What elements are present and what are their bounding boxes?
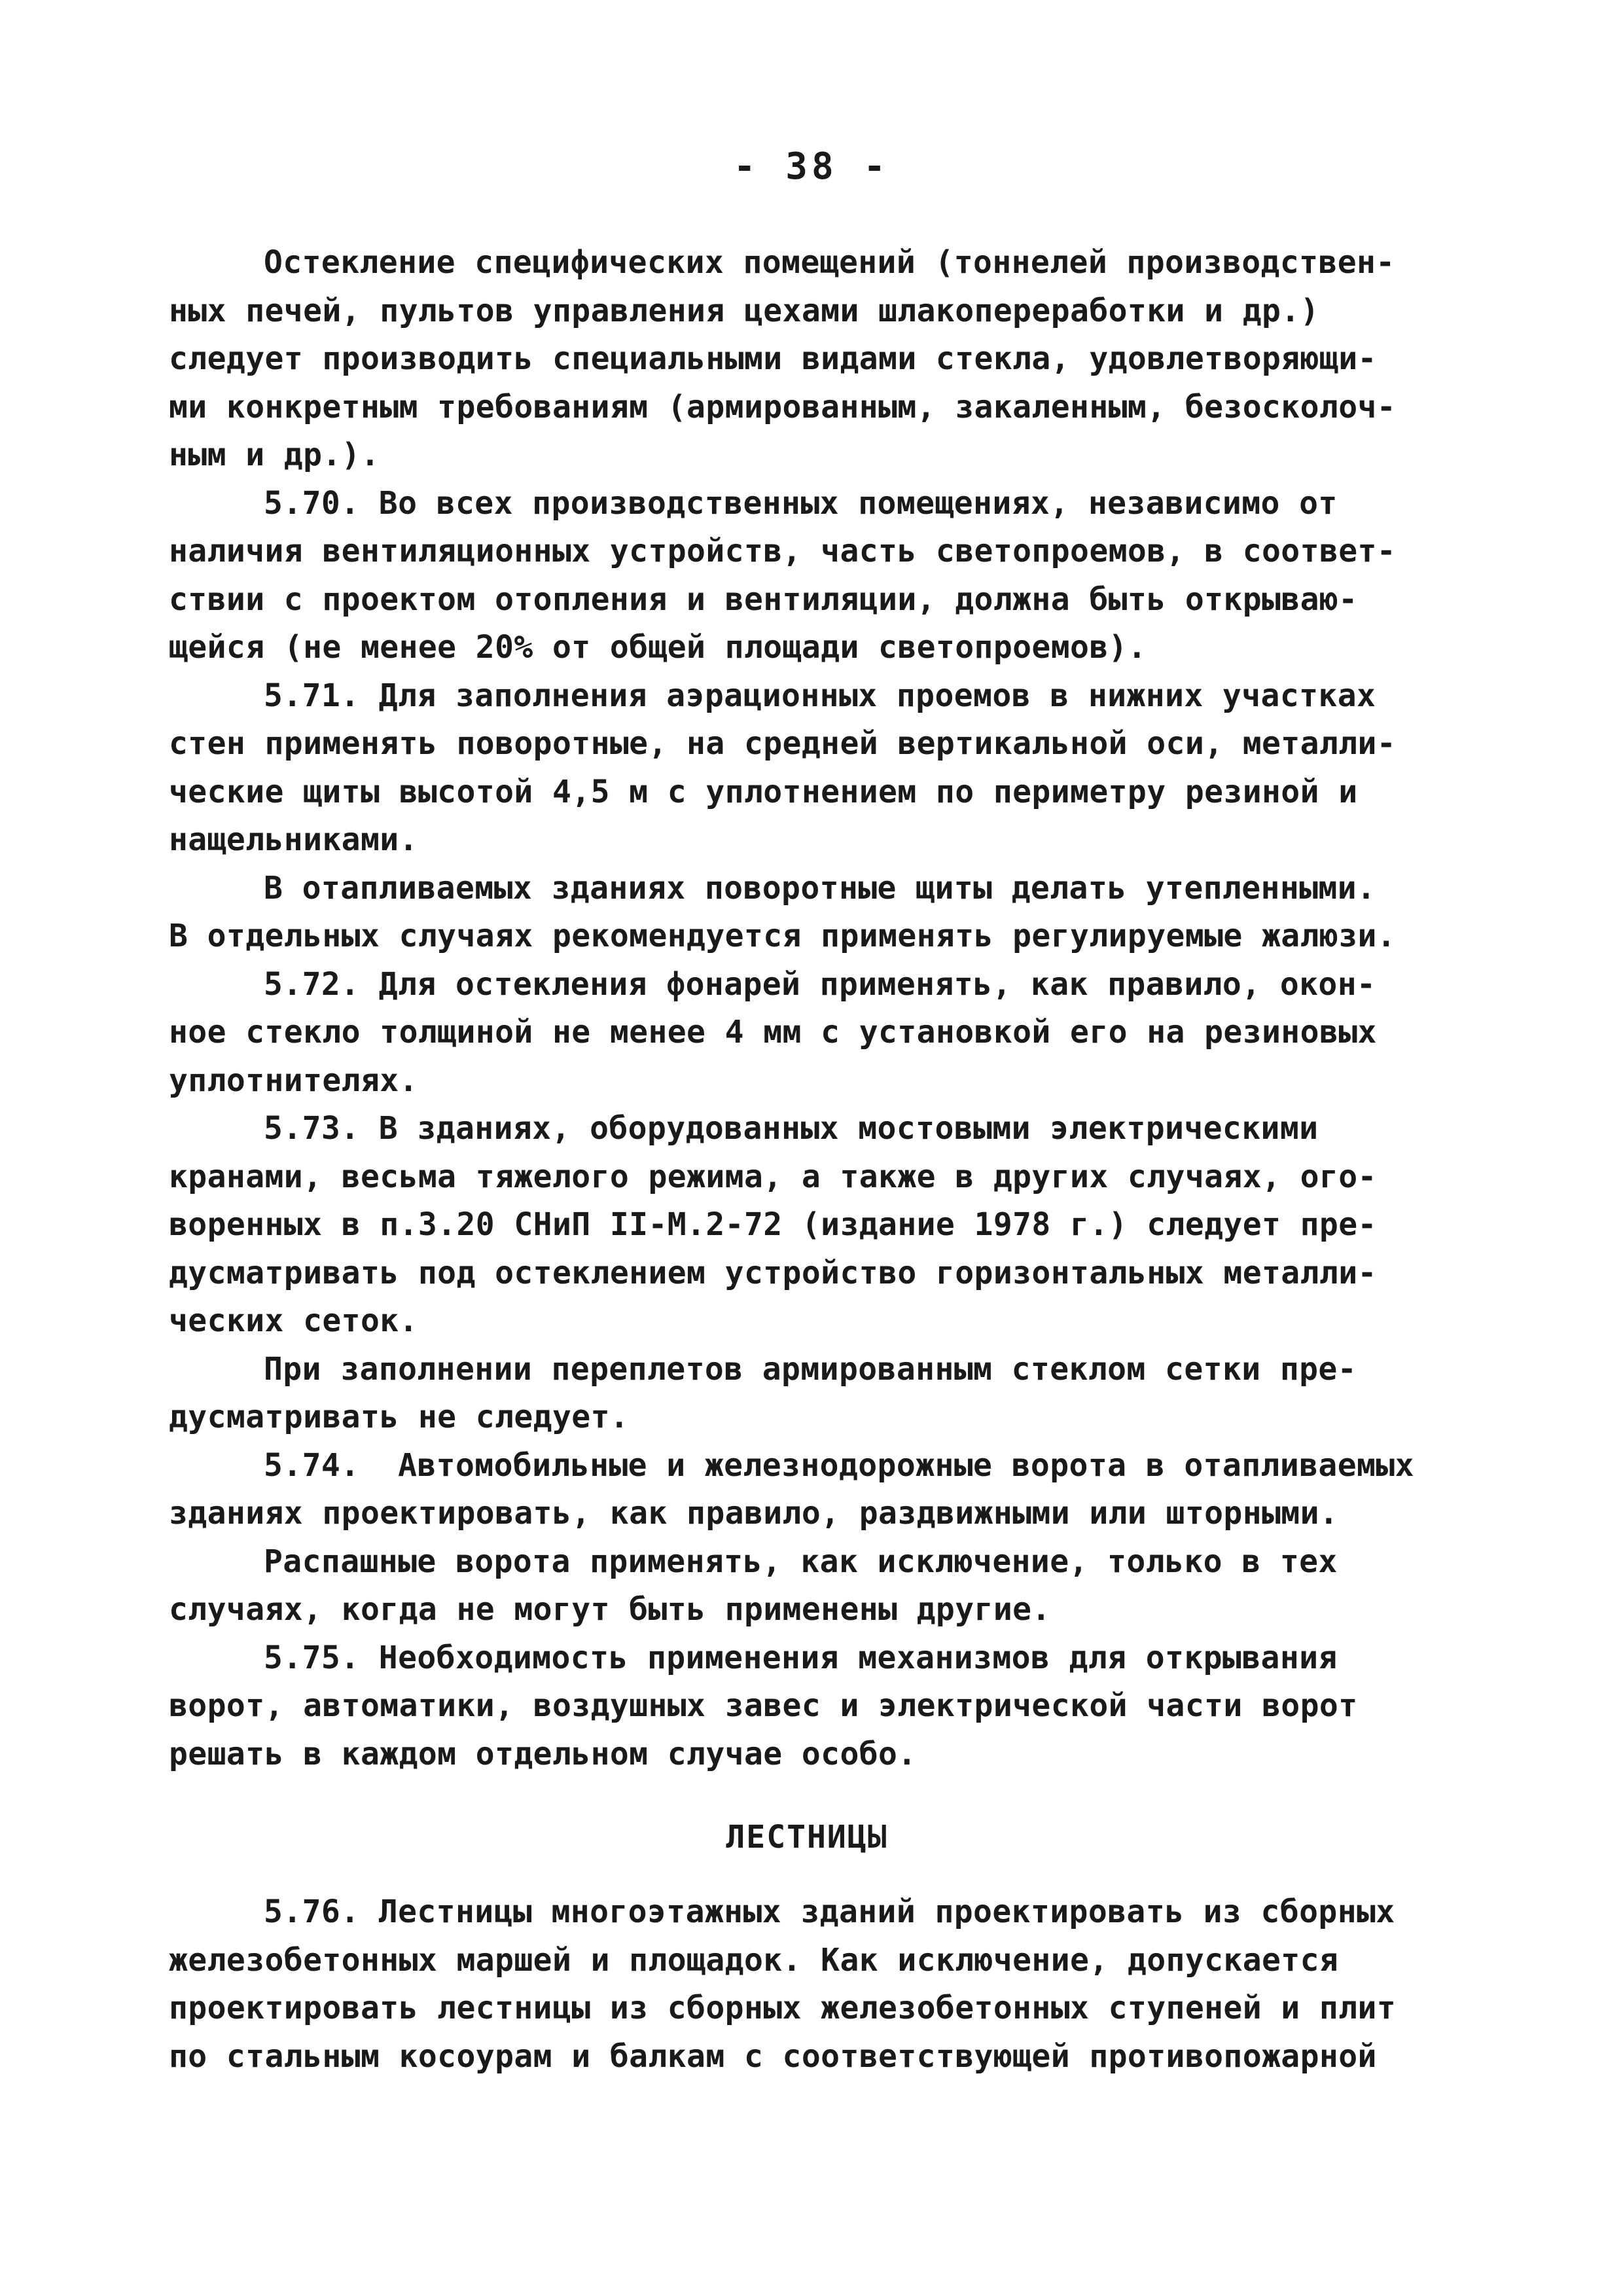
- text-line: ное стекло толщиной не менее 4 мм с установкой его на резиновых: [169, 1014, 1377, 1050]
- text-line: щейся (не менее 20% от общей площади светопроемов).: [169, 629, 1147, 666]
- text-line: 5.73. В зданиях, оборудованных мостовыми электрическими: [264, 1110, 1319, 1147]
- text-line: В отапливаемых зданиях поворотные щиты делать утепленными.: [264, 869, 1376, 906]
- document-body: [169, 239, 1484, 2081]
- text-line: ческих сеток.: [169, 1302, 418, 1339]
- text-line: стен применять поворотные, на средней вертикальной оси, металли-: [169, 725, 1397, 762]
- text-line: следует производить специальными видами стекла, удовлетворяющи-: [169, 340, 1377, 377]
- section-heading: ЛЕСТНИЦЫ: [726, 1819, 888, 1856]
- text-line: по стальным косоурам и балкам с соответствующей противопожарной: [169, 2037, 1377, 2075]
- text-line: наличия вентиляционных устройств, часть светопроемов, в соответ-: [169, 533, 1397, 569]
- text-line: железобетонных маршей и площадок. Как исключение, допускается: [169, 1941, 1339, 1979]
- text-line: При заполнении переплетов армированным стеклом сетки пре-: [264, 1350, 1357, 1388]
- text-line: решать в каждом отдельном случае особо.: [169, 1735, 917, 1772]
- text-line: случаях, когда не могут быть применены другие.: [169, 1591, 1051, 1628]
- text-line: 5.74. Автомобильные и железнодорожные ворота в отапливаемых: [264, 1446, 1414, 1484]
- text-line: ных печей, пультов управления цехами шлакопереработки и др.): [169, 292, 1319, 329]
- text-line: ным и др.).: [169, 437, 380, 473]
- text-line: В отдельных случаях рекомендуется применять регулируемые жалюзи.: [169, 918, 1397, 954]
- text-line: 5.75. Необходимость применения механизмов для открывания: [264, 1639, 1338, 1676]
- text-line: ствии с проектом отопления и вентиляции, должна быть открываю-: [169, 581, 1358, 618]
- text-line: ческие щиты высотой 4,5 м с уплотнением по периметру резиной и: [169, 773, 1358, 810]
- text-line: зданиях проектировать, как правило, раздвижными или шторными.: [169, 1495, 1339, 1532]
- body-text-continued: [169, 1888, 1484, 2081]
- text-line: 5.76. Лестницы многоэтажных зданий проектировать из сборных: [264, 1893, 1395, 1930]
- text-line: Распашные ворота применять, как исключение, только в тех: [264, 1543, 1338, 1580]
- text-line: нащельниками.: [169, 821, 418, 858]
- page-number: - 38 -: [733, 145, 890, 188]
- text-line: дусматривать под остеклением устройство горизонтальных металли-: [169, 1254, 1377, 1291]
- text-line: ми конкретным требованиям (армированным, закаленным, безосколоч-: [169, 388, 1397, 425]
- body-text: [169, 239, 1484, 1778]
- text-line: 5.70. Во всех производственных помещениях, независимо от: [264, 484, 1338, 522]
- text-line: Остекление специфических помещений (тоннелей производствен-: [264, 244, 1395, 281]
- text-line: воренных в п.3.20 СНиП II-М.2-72 (издание 1978 г.) следует пре-: [169, 1206, 1377, 1243]
- text-line: 5.71. Для заполнения аэрационных проемов в нижних участках: [264, 677, 1376, 714]
- text-line: кранами, весьма тяжелого режима, а также в других случаях, ого-: [169, 1158, 1377, 1195]
- text-line: дусматривать не следует.: [169, 1399, 630, 1435]
- text-line: уплотнителях.: [169, 1062, 418, 1099]
- text-line: проектировать лестницы из сборных железобетонных ступеней и плит: [169, 1990, 1397, 2026]
- text-line: ворот, автоматики, воздушных завес и электрической части ворот: [169, 1687, 1358, 1724]
- text-line: 5.72. Для остекления фонарей применять, как правило, окон-: [264, 965, 1376, 1003]
